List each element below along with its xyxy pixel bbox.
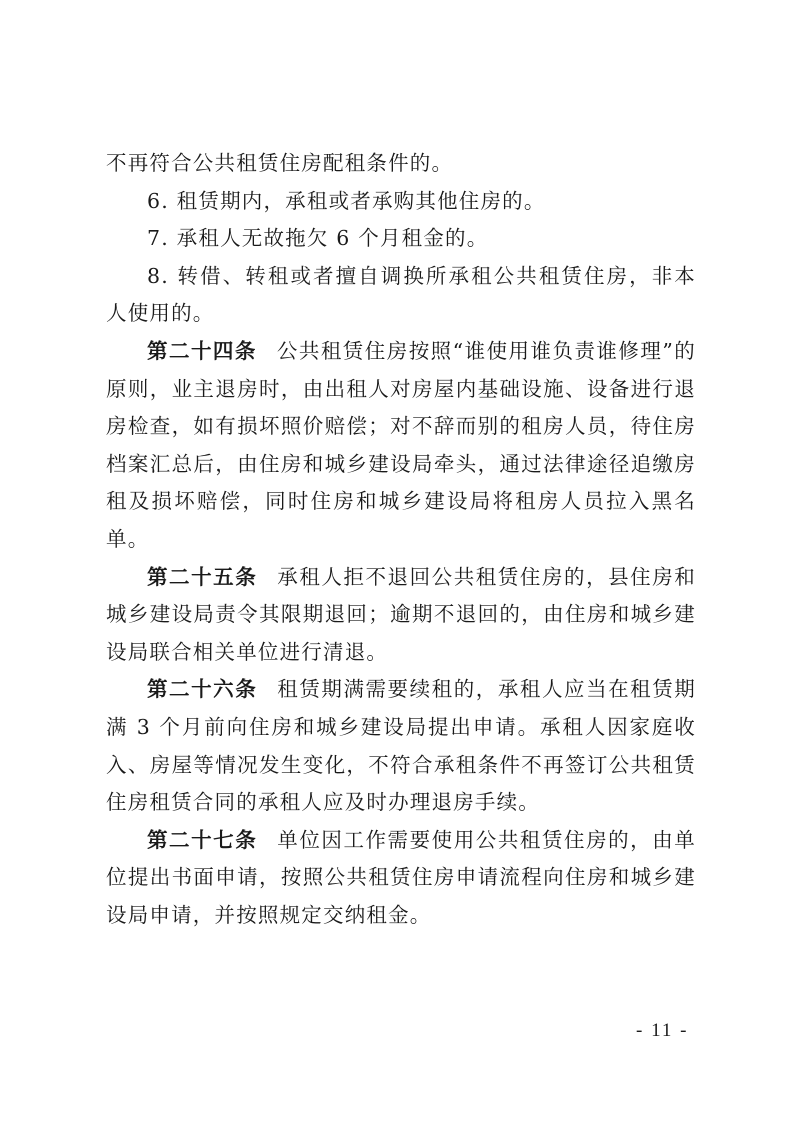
list-item-7 bbox=[106, 220, 696, 258]
paragraph-text: 不再符合公共租赁住房配租条件的。 bbox=[106, 151, 454, 175]
article-25 bbox=[106, 559, 696, 672]
article-title: 第二十六条 bbox=[147, 677, 258, 702]
article-text: 承租人拒不退回公共租赁住房的，县住房和城乡建设局责令其限期退回；逾期不退回的，由住房和城乡建设局联合相关单位进行清退。 bbox=[106, 564, 696, 664]
page-number: - 11 - bbox=[636, 1020, 689, 1041]
paragraph-text: 7. 承租人无故拖欠 6 个月租金的。 bbox=[147, 226, 489, 251]
article-title: 第二十七条 bbox=[147, 827, 258, 852]
paragraph-text: 8. 转借、转租或者擅自调换所承租公共租赁住房，非本人使用的。 bbox=[106, 263, 696, 326]
list-item-8 bbox=[106, 258, 696, 333]
list-item-6 bbox=[106, 183, 696, 221]
paragraph-text: 6. 租赁期内，承租或者承购其他住房的。 bbox=[147, 188, 546, 213]
article-27 bbox=[106, 822, 696, 935]
article-text: 公共租赁住房按照“谁使用谁负责谁修理”的原则，业主退房时，由出租人对房屋内基础设施、设备进行退房检查，如有损坏照价赔偿；对不辞而别的租房人员，待住房档案汇总后，由住房和城乡建设局牵头，通过法律途径追缴房租及损坏赔偿，同时住房和城乡建设局将租房人员拉入黑名单。 bbox=[106, 338, 697, 551]
article-title: 第二十四条 bbox=[147, 338, 257, 363]
article-26 bbox=[106, 671, 696, 821]
document-body bbox=[106, 145, 696, 934]
paragraph-continuation bbox=[106, 145, 696, 183]
article-text: 单位因工作需要使用公共租赁住房的，由单位提出书面申请，按照公共租赁住房申请流程向住房和城乡建设局申请，并按照规定交纳租金。 bbox=[106, 827, 696, 927]
article-text: 租赁期满需要续租的，承租人应当在租赁期满 3 个月前向住房和城乡建设局提出申请。承租人因家庭收入、房屋等情况发生变化，不符合承租条件不再签订公共租赁住房租赁合同的承租人应及时办理退房手续。 bbox=[106, 677, 696, 815]
article-title: 第二十五条 bbox=[147, 564, 258, 589]
article-24 bbox=[106, 333, 696, 559]
